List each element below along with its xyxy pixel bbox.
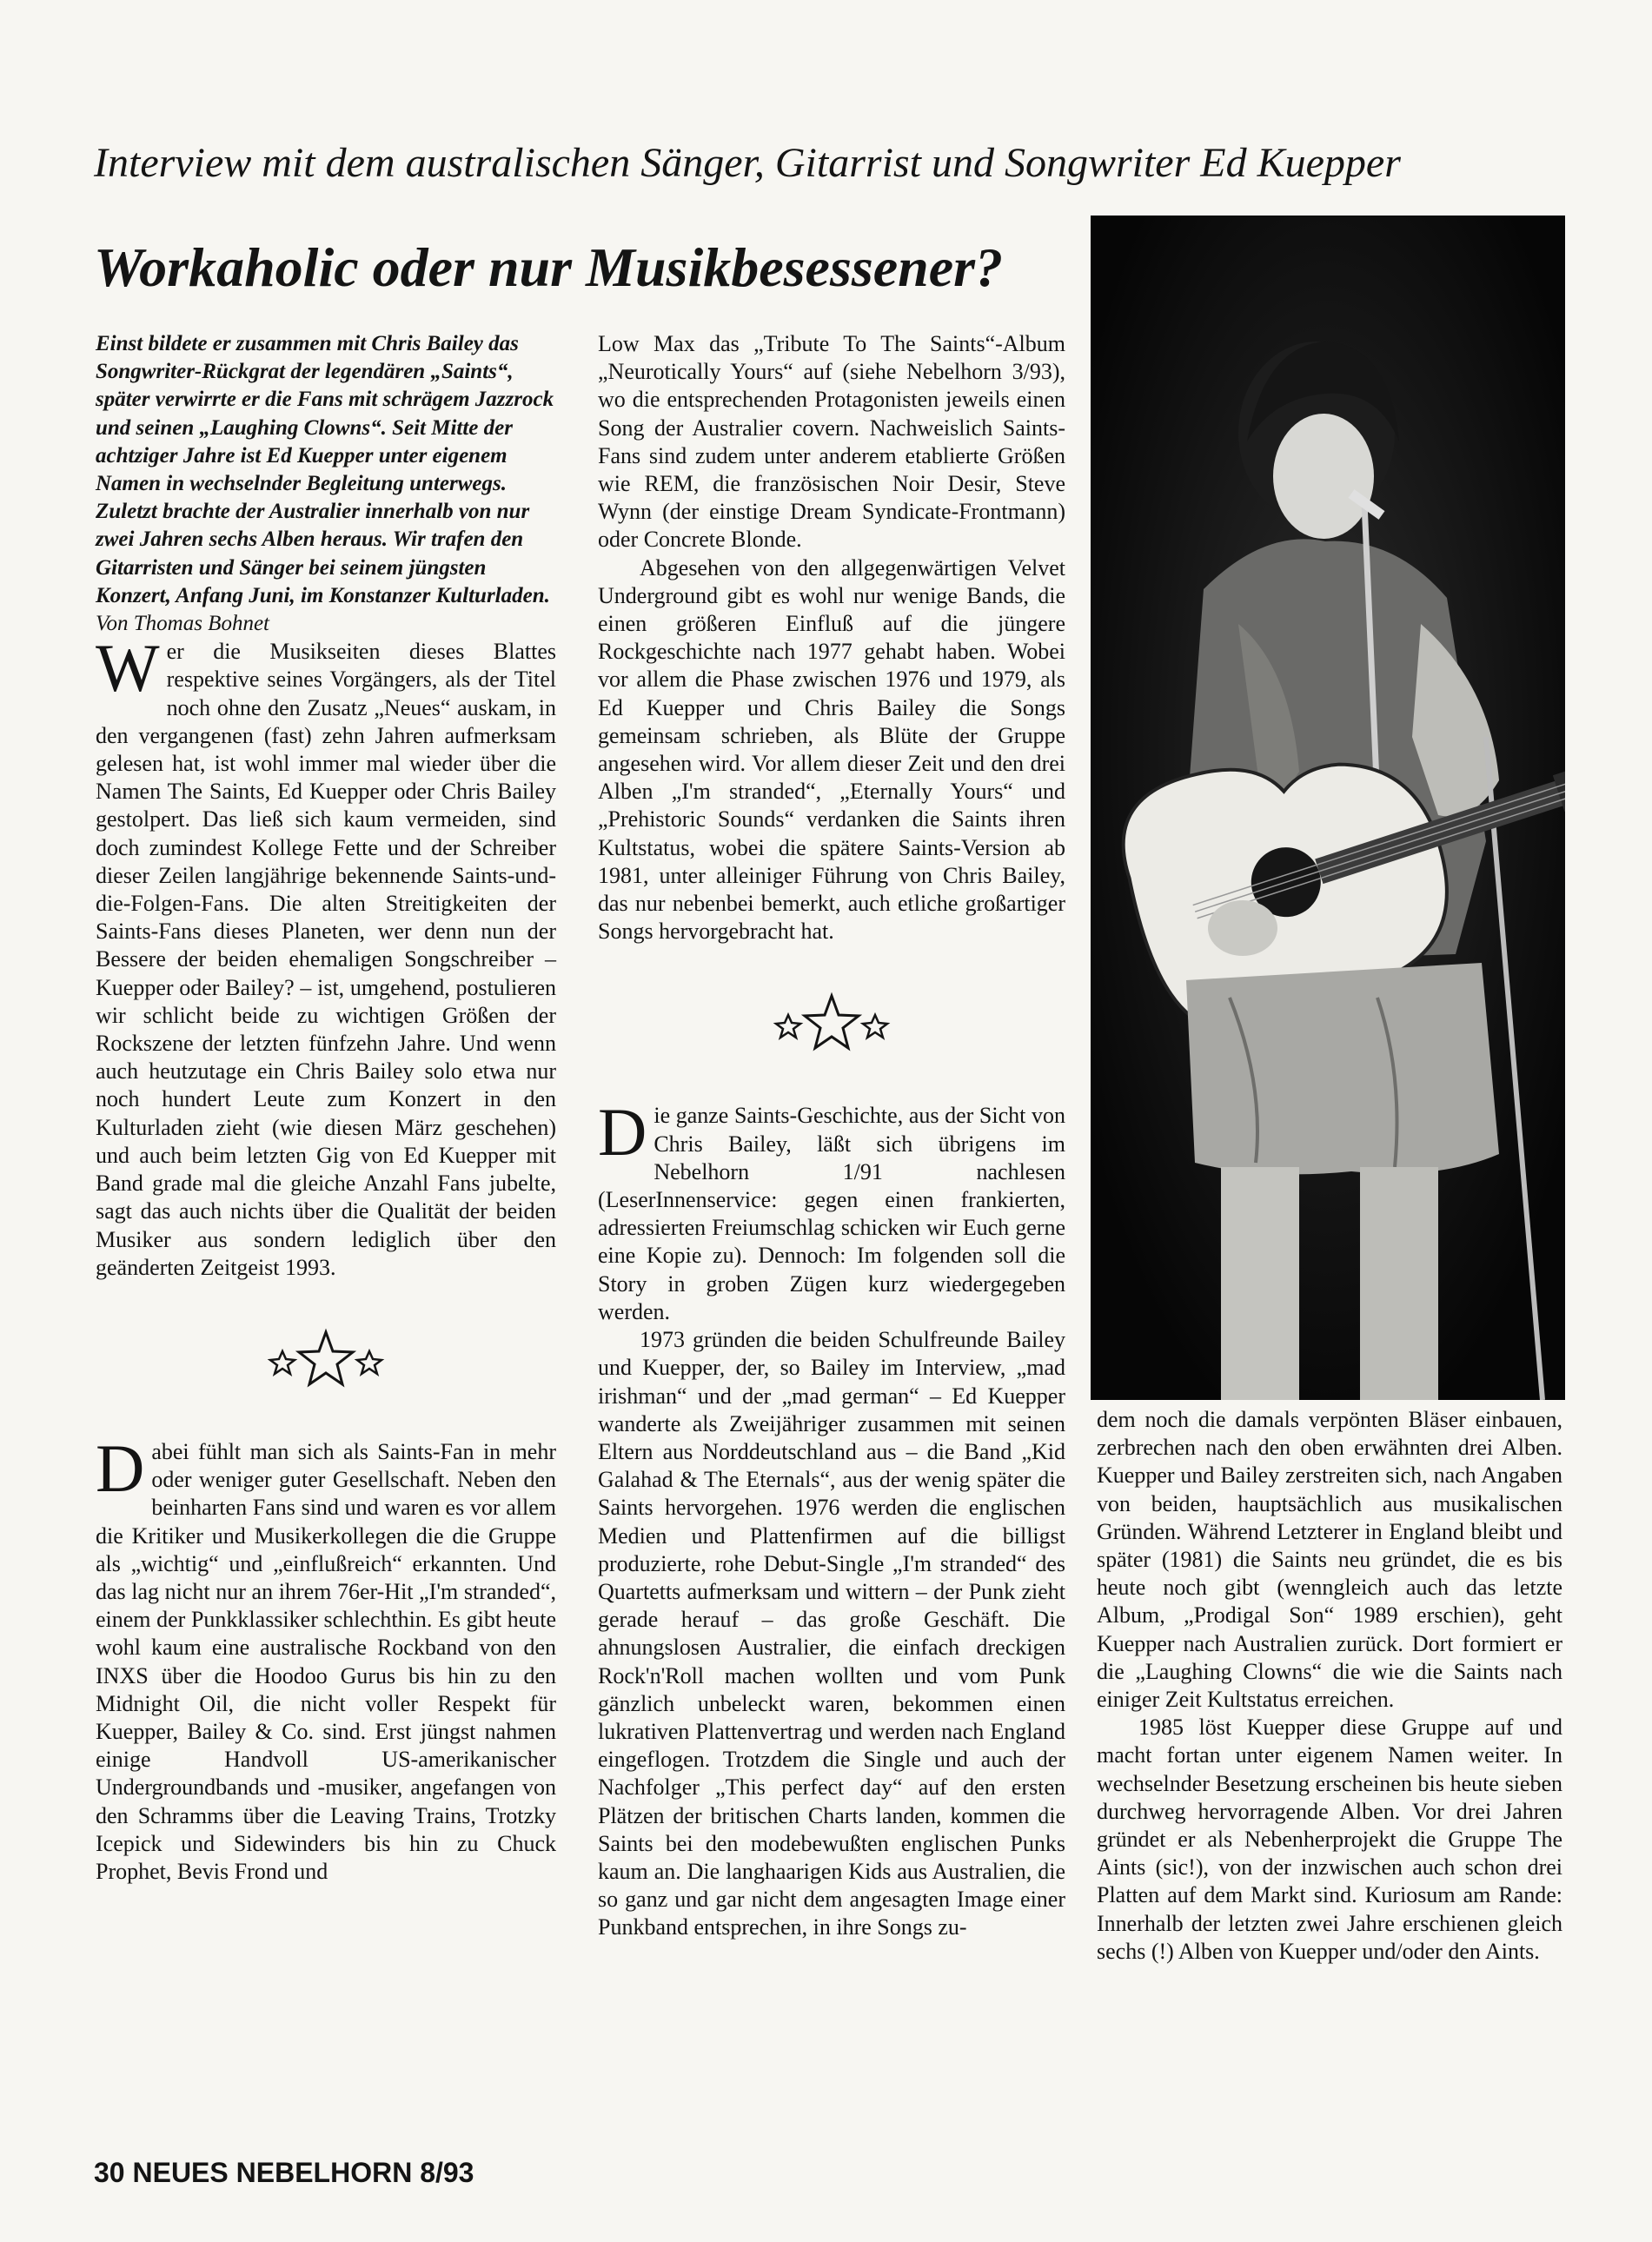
byline: Von Thomas Bohnet (96, 612, 269, 636)
lead-paragraph: Einst bildete er zusammen mit Chris Bailey das Songwriter-Rückgrat der legendären „Saints“, später verwirrte er die Fans mit schrägem Jazzrock und seinen „Laughing Clowns“. Seit Mitte der achtziger Jahre ist Ed Kuepper unter eigenem Namen in wechselnder Begleitung unterwegs. Zuletzt brachte der Australier innerhalb von nur zwei Jahren sechs Alben heraus. Wir trafen den Gitarristen und Sänger bei seinem jüngsten Konzert, Anfang Juni, im Konstanzer Kulturladen. (96, 332, 554, 607)
singer-with-guitar-photo (1091, 216, 1565, 1400)
paragraph (598, 1094, 1065, 1326)
headline: Workaholic oder nur Musikbesessener? (94, 236, 1004, 298)
paragraph-text: ie ganze Saints-Geschichte, aus der Sicht von Chris Bailey, läßt sich übrigens im Nebelhorn 1/91 nachlesen (LeserInnenservice: gegen einen frankierten, adressierten Freiumschlag schicken wir Euch gerne eine Kopie zu). Dennoch: Im folgenden soll die Story in groben Zügen kurz wiedergegeben werden. (598, 1103, 1065, 1324)
drop-cap: D (96, 1429, 145, 1506)
paragraph: 1985 löst Kuepper diese Gruppe auf und macht fortan unter eigenem Namen weiter. In wechselnder Besetzung erscheinen bis heute sieben durchweg hervorragende Alben. Vor drei Jahren gründet er als Nebenherprojekt die Gruppe The Aints (sic!), von der inzwischen auch schon drei Platten auf dem Markt sind. Kuriosum am Rande: Innerhalb der letzten zwei Jahre erschienen gleich sechs (!) Alben von Kuepper und/oder den Aints. (1097, 1715, 1562, 1964)
paragraph-text: er die Musikseiten dieses Blattes respektive seines Vorgängers, als der Titel noch ohne den Zusatz „Neues“ auskam, in den vergangenen (fast) zehn Jahren aufmerksam gelesen hat, ist wohl immer mal wieder über die Namen The Saints, Ed Kuepper oder Chris Bailey gestolpert. Das ließ sich kaum vermeiden, sind doch zumindest Kollege Fette und der Schreiber dieser Zeilen langjährige bekennende Saints-und-die-Folgen-Fans. Die alten Streitigkeiten der Saints-Fans dieses Planeten, wer denn nun der Bessere der beiden ehemaligen Songschreiber – Kuepper oder Bailey? – ist, umgehend, postulieren wir schlicht beide zu wichtigen Größen der Rockszene der letzten fünfzehn Jahre. Und wenn auch heutzutage ein Chris Bailey solo etwa nur noch hundert Leute zum Konzert in den Kulturladen zieht (wie diesen März geschehen) und auch beim letzten Gig von Ed Kuepper mit Band grade mal die gleiche Anzahl Fans jubelte, sagt das auch nichts über die Qualität der beiden Musiker aus sondern lediglich über den geänderten Zeitgeist 1993. (96, 639, 556, 1280)
paragraph (96, 1429, 556, 1886)
page-footer: 30 NEUES NEBELHORN 8/93 (94, 2157, 474, 2188)
drop-cap: D (598, 1094, 647, 1171)
three-stars-icon (96, 1327, 556, 1396)
paragraph: Low Max das „Tribute To The Saints“-Album „Neurotically Yours“ auf (siehe Nebelhorn 3/93), wo die entsprechenden Protagonisten jeweils einen Song der Australier covern. Nachweislich Saints-Fans sind zudem unter anderem etablierte Größen wie REM, die französischen Noir Desir, Steve Wynn (der einstige Dream Syndicate-Frontmann) oder Concrete Blonde. (598, 331, 1065, 553)
kicker-line: Interview mit dem australischen Sänger, Gitarrist und Songwriter Ed Kuepper (94, 140, 1401, 186)
paragraph: 1973 gründen die beiden Schulfreunde Bailey und Kuepper, der, so Bailey im Interview, „mad irishman“ und der „mad german“ – Ed Kuepper wanderte als Zweijähriger zusammen mit seinen Eltern aus Norddeutschland aus – die Band „Kid Galahad & The Eternals“, aus der wenig später die Saints hervorgehen. 1976 werden die englischen Medien und Plattenfirmen auf die billigst produzierte, rohe Debut-Single „I'm stranded“ des Quartetts aufmerksam und wittern – der Punk zieht gerade herauf – das große Geschäft. Die ahnungslosen Australier, die einfach dreckigen Rock'n'Roll machen wollten und vom Punk gänzlich unbeleckt waren, bekommen einen lukrativen Plattenvertrag und werden nach England eingeflogen. Trotzdem die Single und auch der Nachfolger „This perfect day“ auf den ersten Plätzen der britischen Charts landen, kommen die Saints bei den modebewußten englischen Punks kaum an. Die langhaarigen Kids aus Australien, die so ganz und gar nicht dem angesagten Image einer Punkband entsprechen, in ihre Songs zu- (598, 1327, 1065, 1940)
paragraph-text: abei fühlt man sich als Saints-Fan in mehr oder weniger guter Gesellschaft. Neben den beinharten Fans sind und waren es vor allem die Kritiker und Musikerkollegen die die Gruppe als „wichtig“ und „einflußreich“ erkannten. Und das lag nicht nur an ihrem 76er-Hit „I'm stranded“, einem der Punkklassiker schlechthin. Es gibt heute wohl kaum eine australische Rockband von den INXS über die Hoodoo Gurus bis hin zu den Midnight Oil, die nicht voller Respekt für Kuepper, Bailey & Co. sind. Erst jüngst nahmen einige Handvoll US-amerikanischer Undergroundbands und -musiker, angefangen von den Schramms über die Leaving Trains, Trotzky Icepick und Sidewinders bis hin zu Chuck Prophet, Bevis Frond und (96, 1438, 556, 1884)
paragraph: Abgesehen von den allgegenwärtigen Velvet Underground gibt es wohl nur wenige Bands, die einen größeren Einfluß auf die jüngere Rockgeschichte nach 1977 gehabt haben. Wobei vor allem die Phase zwischen 1976 und 1979, als Ed Kuepper und Chris Bailey die Songs gemeinsam schrieben, als Blüte der Gruppe angesehen wird. Vor allem dieser Zeit und den drei Alben „I'm stranded“, „Eternally Yours“ und „Prehistoric Sounds“ verdanken die Saints ihren Kultstatus, wobei die spätere Saints-Version ab 1981, unter alleiniger Führung von Chris Bailey, das nur nebenbei bemerkt, auch etliche großartiger Songs hervorgebracht hat. (598, 554, 1065, 945)
paragraph: dem noch die damals verpönten Bläser einbauen, zerbrechen nach den oben erwähnten drei Alben. Kuepper und Bailey zerstreiten sich, nach Angaben von beiden, hauptsächlich aus musikalischen Gründen. Während Letzterer in England bleibt und später (1981) die Saints neu gründet, die es bis heute noch gibt (wenngleich auch das letzte Album, „Prodigal Son“ 1989 erschien), geht Kuepper nach Australien zurück. Dort formiert er die „Laughing Clowns“ die wie die Saints nach einiger Zeit Kultstatus erreichen. (1097, 1407, 1562, 1713)
three-stars-icon (598, 991, 1065, 1060)
column-2 (598, 330, 1065, 1942)
column-1 (96, 330, 556, 1886)
paragraph (96, 630, 556, 1282)
drop-cap: W (96, 630, 160, 706)
column-3 (1097, 1406, 1562, 1966)
